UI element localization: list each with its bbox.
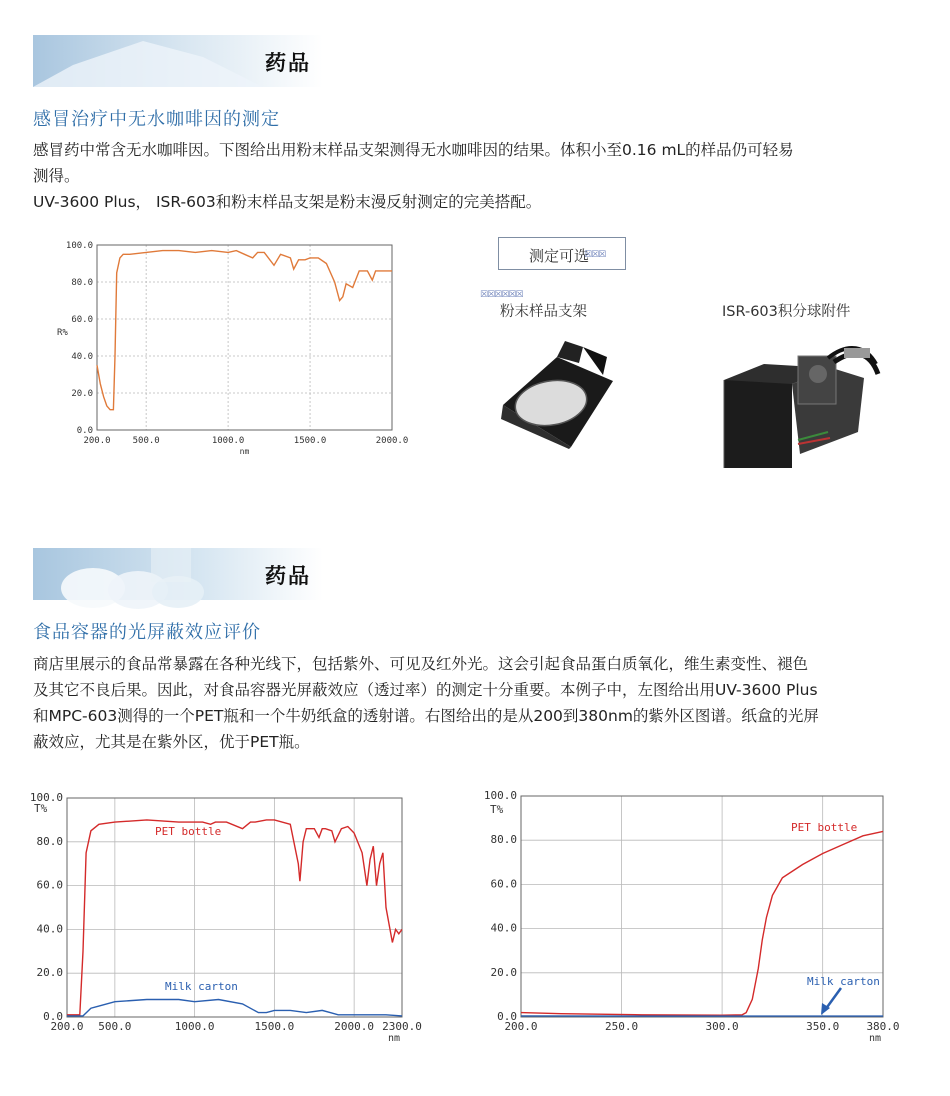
y-tick-label: 60.0	[490, 877, 517, 891]
plot-frame	[97, 245, 392, 430]
y-tick-label: 80.0	[36, 834, 63, 848]
section2-heading: 食品容器的光屏蔽效应评价	[33, 622, 261, 643]
y-tick-label: 60.0	[71, 315, 93, 325]
y-tick-label: 100.0	[29, 791, 63, 804]
series-line	[67, 1000, 402, 1016]
paragraph-line: 感冒药中常含无水咖啡因。下图给出用粉末样品支架测得无水咖啡因的结果。体积小至0.16 mL的样品仍可轻易	[33, 141, 794, 159]
x-tick-label: 1500.0	[254, 1020, 295, 1033]
measurement-options-label: 测定可选	[529, 247, 590, 265]
section1-heading: 感冒治疗中无水咖啡因的测定	[33, 109, 280, 130]
x-tick-label: 500.0	[132, 436, 160, 446]
y-tick-label: 100.0	[483, 789, 517, 802]
isr603-label: ISR-603积分球附件	[722, 304, 851, 320]
x-tick-label: 250.0	[604, 1020, 639, 1033]
paragraph-line: 测得。	[33, 167, 80, 185]
y-tick-label: 0.0	[76, 426, 93, 436]
y-tick-label: 40.0	[71, 352, 93, 362]
section2-paragraph	[33, 651, 913, 755]
x-tick-label: 300.0	[705, 1020, 739, 1033]
transmittance-full-chart	[30, 788, 435, 1050]
y-tick-label: 40.0	[36, 922, 63, 936]
y-axis-label: T%	[34, 802, 48, 815]
y-tick-label: 20.0	[490, 965, 517, 979]
x-tick-label: 500.0	[98, 1020, 132, 1033]
x-tick-label: 2000.0	[375, 436, 409, 446]
x-tick-label: 1500.0	[293, 436, 327, 446]
y-tick-label: 80.0	[71, 278, 93, 288]
x-tick-label: 200.0	[83, 436, 111, 446]
x-tick-label: 2000.0	[334, 1020, 375, 1033]
x-tick-label: 1000.0	[174, 1020, 215, 1033]
paragraph-line: UV-3600 Plus， ISR-603和粉末样品支架是粉末漫反射测定的完美搭配。	[33, 193, 542, 211]
series-annotation: Milk carton	[807, 975, 880, 988]
reflectance-chart	[55, 235, 410, 460]
x-tick-label: 200.0	[504, 1020, 538, 1033]
x-tick-label: 2300.0	[382, 1020, 422, 1033]
measurement-options-box	[498, 237, 626, 270]
x-tick-label: 1000.0	[211, 436, 245, 446]
y-tick-label: 80.0	[490, 833, 517, 847]
transmittance-uv-chart	[483, 788, 900, 1050]
series-annotation: Milk carton	[165, 980, 238, 993]
section1-banner	[33, 35, 323, 87]
paragraph-line: 商店里展示的食品常暴露在各种光线下，包括紫外、可见及红外光。这会引起食品蛋白质氧化，维生素变性、褪色	[33, 655, 809, 673]
y-tick-label: 100.0	[65, 241, 93, 251]
section2-banner	[33, 548, 323, 600]
paragraph-line: 和MPC-603测得的一个PET瓶和一个牛奶纸盒的透射谱。右图给出的是从200到380nm的紫外区图谱。纸盒的光屏	[33, 707, 819, 725]
y-tick-label: 20.0	[36, 966, 63, 980]
series-annotation: PET bottle	[155, 825, 222, 838]
y-tick-label: 60.0	[36, 878, 63, 892]
x-tick-label: 200.0	[50, 1020, 84, 1033]
paragraph-line: 及其它不良后果。因此，对食品容器光屏蔽效应（透过率）的测定十分重要。本例子中，左图给出用UV-3600 Plus	[33, 681, 818, 699]
y-axis-label: R%	[57, 328, 68, 338]
y-tick-label: 20.0	[71, 389, 93, 399]
glyph-placeholder: ☒☒☒☒☒☒	[480, 290, 523, 300]
y-tick-label: 0.0	[497, 1010, 517, 1023]
y-tick-label: 0.0	[43, 1010, 63, 1023]
x-axis-label: nm	[868, 1033, 882, 1044]
powder-holder-label: 粉末样品支架	[500, 304, 587, 320]
y-axis-label: T%	[490, 803, 504, 816]
glyph-placeholder: ☒☒☒	[584, 250, 606, 260]
powder-sample-holder-image	[495, 335, 620, 450]
paragraph-line: 蔽效应，尤其是在紫外区，优于PET瓶。	[33, 733, 310, 751]
integrating-sphere-image	[718, 328, 888, 478]
series-annotation: PET bottle	[791, 821, 858, 834]
x-tick-label: 350.0	[806, 1020, 840, 1033]
section1-paragraph	[33, 137, 913, 215]
x-axis-label: nm	[239, 447, 250, 456]
x-tick-label: 380.0	[866, 1020, 900, 1033]
banner-title: 药品	[265, 564, 311, 588]
banner-title: 药品	[265, 51, 311, 75]
series-line	[97, 251, 392, 410]
y-tick-label: 40.0	[490, 921, 517, 935]
x-axis-label: nm	[387, 1033, 401, 1044]
